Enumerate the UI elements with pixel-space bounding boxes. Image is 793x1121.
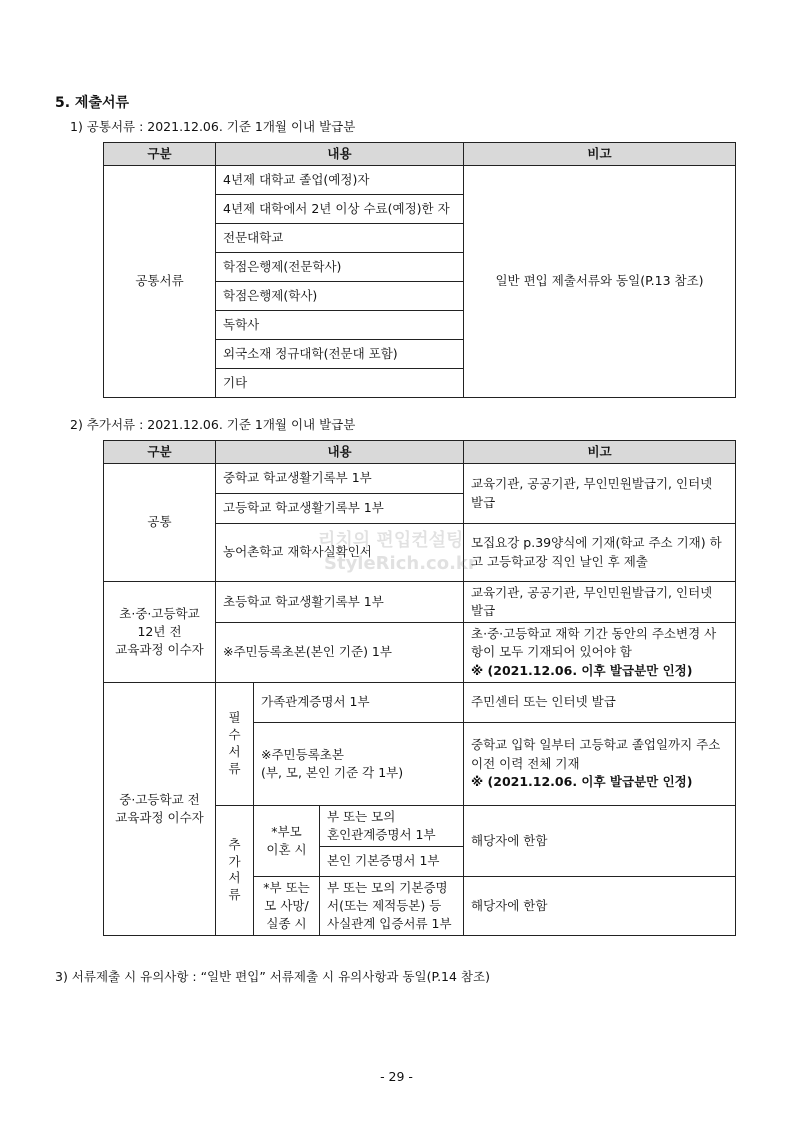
category-line: 중·고등학교 전 xyxy=(119,791,200,807)
label-line: 실종 시 xyxy=(266,916,307,932)
content-cell: 4년제 대학에서 2년 이상 수료(예정)한 자 xyxy=(216,195,464,224)
category-cell: 공통 xyxy=(104,464,216,582)
note-date-bold: ※ (2021.12.06. 이후 발급분만 인정) xyxy=(471,773,693,789)
content-cell: 기타 xyxy=(216,369,464,398)
content-cell: 초등학교 학교생활기록부 1부 xyxy=(216,582,464,623)
content-cell: 가족관계증명서 1부 xyxy=(254,682,464,722)
required-docs-label xyxy=(216,682,254,805)
note-date-bold: ※ (2021.12.06. 이후 발급분만 인정) xyxy=(471,662,693,678)
label-char: 류 xyxy=(228,887,241,903)
content-line: 부 또는 모의 xyxy=(327,808,396,824)
note-cell: 주민센터 또는 인터넷 발급 xyxy=(464,682,736,722)
note-cell: 해당자에 한함 xyxy=(464,876,736,935)
content-cell xyxy=(254,722,464,805)
header-note: 비고 xyxy=(464,441,736,464)
note-cell: 해당자에 한함 xyxy=(464,805,736,876)
section-title: 5. 제출서류 xyxy=(55,95,130,111)
watermark-line: 리치의 편입컨설팅 xyxy=(318,530,464,551)
content-cell: 중학교 학교생활기록부 1부 xyxy=(216,464,464,494)
category-line: 교육과정 이수자 xyxy=(115,641,204,657)
label-char: 가 xyxy=(228,853,241,869)
content-cell: 외국소재 정규대학(전문대 포함) xyxy=(216,340,464,369)
content-cell: 부 또는 모의 기본증명서(또는 제적등본) 등 사실관계 입증서류 1부 xyxy=(320,876,464,935)
category-line: 초·중·고등학교 xyxy=(119,605,200,621)
extra-docs-label xyxy=(216,805,254,936)
content-cell: 독학사 xyxy=(216,311,464,340)
label-char: 필 xyxy=(228,709,241,725)
watermark-line: StyleRich.co.kr xyxy=(324,552,477,574)
header-category: 구분 xyxy=(104,441,216,464)
content-cell: 본인 기본증명서 1부 xyxy=(320,846,464,876)
content-cell: 4년제 대학교 졸업(예정)자 xyxy=(216,166,464,195)
label-line: 모 사망/ xyxy=(264,898,309,913)
caution-text: 3) 서류제출 시 유의사항 : “일반 편입” 서류제출 시 유의사항과 동일(P.14 참조) xyxy=(55,969,490,984)
category-cell xyxy=(104,682,216,936)
label-char: 서 xyxy=(228,870,241,886)
header-content: 내용 xyxy=(216,441,464,464)
page-number: - 29 - xyxy=(380,1069,413,1084)
category-line: 교육과정 이수자 xyxy=(115,809,204,825)
note-cell: 교육기관, 공공기관, 무인민원발급기, 인터넷 발급 xyxy=(464,582,736,623)
category-line: 12년 전 xyxy=(137,623,182,639)
additional-docs-caption: 2) 추가서류 : 2021.12.06. 기준 1개월 이내 발급분 xyxy=(70,417,356,432)
content-line: 혼인관계증명서 1부 xyxy=(327,826,436,842)
content-cell: 전문대학교 xyxy=(216,224,464,253)
header-note: 비고 xyxy=(464,143,736,166)
content-cell: 농어촌학교 재학사실확인서 xyxy=(216,524,464,582)
content-cell xyxy=(320,805,464,846)
divorce-label xyxy=(254,805,320,876)
label-line: 이혼 시 xyxy=(266,841,307,857)
note-text: 초·중·고등학교 재학 기간 동안의 주소변경 사항이 모두 기재되어 있어야 함 xyxy=(471,626,717,660)
label-char: 서 xyxy=(228,743,241,759)
death-label xyxy=(254,876,320,935)
additional-docs-table xyxy=(103,440,736,936)
category-cell: 공통서류 xyxy=(104,166,216,398)
header-category: 구분 xyxy=(104,143,216,166)
label-char: 추 xyxy=(228,836,241,852)
note-cell: 모집요강 p.39양식에 기재(학교 주소 기재) 하고 고등학교장 직인 날인 후 제출 xyxy=(464,524,736,582)
common-docs-table xyxy=(103,142,736,398)
note-cell xyxy=(464,623,736,682)
note-cell xyxy=(464,722,736,805)
content-line: ※주민등록초본 xyxy=(261,746,344,762)
note-text: 중학교 입학 일부터 고등학교 졸업일까지 주소 이전 이력 전체 기재 xyxy=(471,737,721,771)
content-cell: 학점은행제(전문학사) xyxy=(216,253,464,282)
content-cell: ※주민등록초본(본인 기준) 1부 xyxy=(216,623,464,682)
content-cell: 학점은행제(학사) xyxy=(216,282,464,311)
note-cell: 일반 편입 제출서류와 동일(P.13 참조) xyxy=(464,166,736,398)
category-cell xyxy=(104,582,216,683)
label-char: 류 xyxy=(228,760,241,776)
content-cell: 고등학교 학교생활기록부 1부 xyxy=(216,494,464,524)
header-content: 내용 xyxy=(216,143,464,166)
content-line: (부, 모, 본인 기준 각 1부) xyxy=(261,764,404,780)
label-line: *부모 xyxy=(271,823,302,839)
note-cell: 교육기관, 공공기관, 무인민원발급기, 인터넷 발급 xyxy=(464,464,736,524)
label-char: 수 xyxy=(228,726,241,742)
common-docs-caption: 1) 공통서류 : 2021.12.06. 기준 1개월 이내 발급분 xyxy=(70,119,356,134)
label-line: *부 또는 xyxy=(263,879,310,895)
